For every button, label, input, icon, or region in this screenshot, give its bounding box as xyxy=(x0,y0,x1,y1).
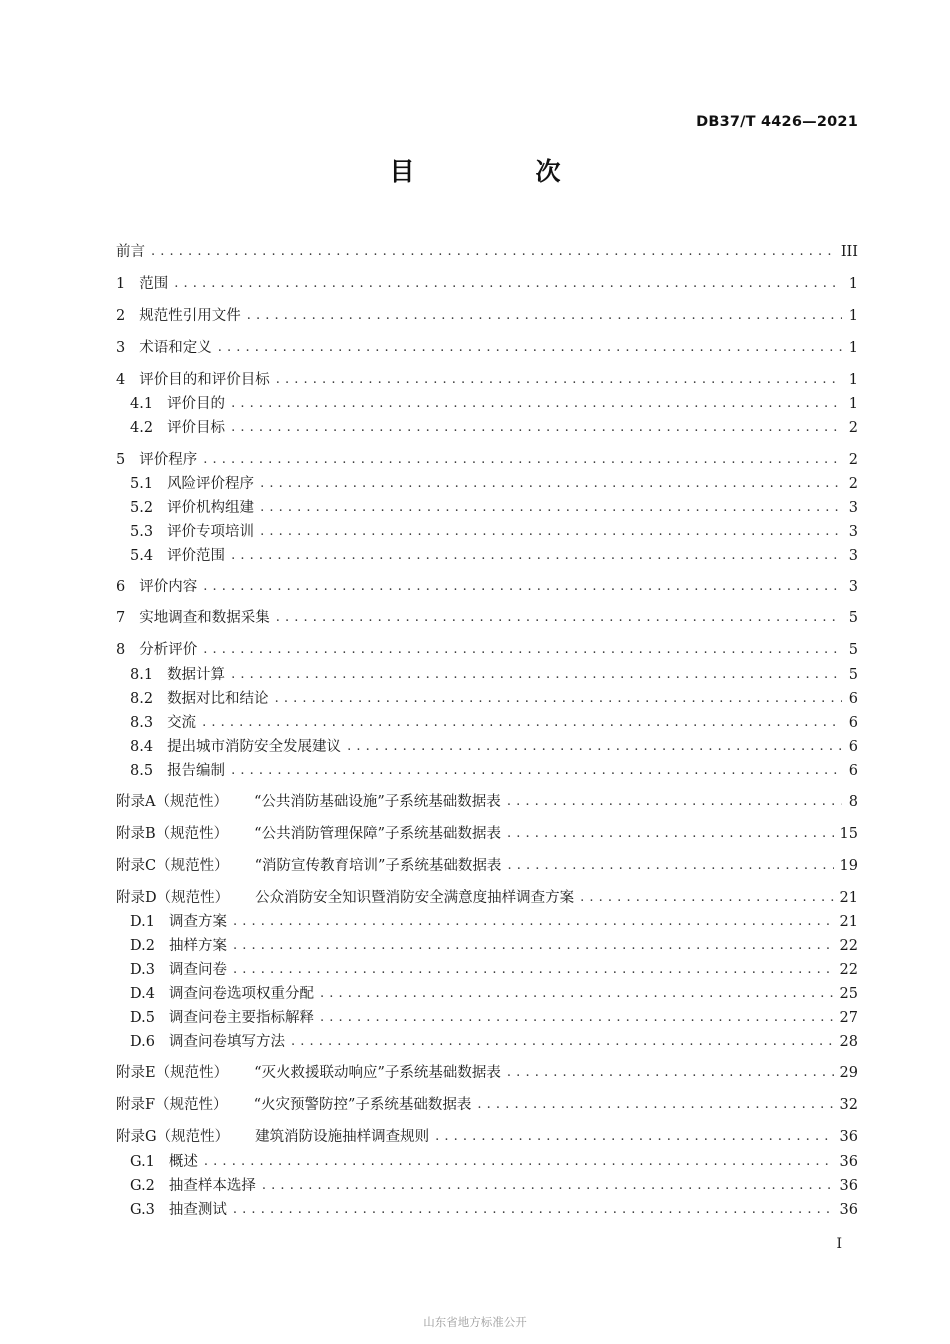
toc-entry-page: 19 xyxy=(839,858,858,874)
toc-leader-dots xyxy=(291,1031,834,1053)
toc-entry-text: 数据对比和结论 xyxy=(167,691,269,707)
toc-leader-dots xyxy=(507,823,834,845)
toc-leader-dots xyxy=(233,959,834,981)
toc-entry-number: 6 xyxy=(116,579,126,595)
toc-entry[interactable] xyxy=(116,1062,858,1084)
toc-entry[interactable] xyxy=(116,823,858,845)
toc-entry-number: 附录E（规范性） xyxy=(116,1065,229,1081)
toc-entry[interactable] xyxy=(116,1094,858,1116)
toc-leader-dots xyxy=(262,1175,834,1197)
toc-leader-dots xyxy=(320,983,834,1005)
toc-entry-text: 调查问卷填写方法 xyxy=(168,1034,285,1050)
toc-entry-number: 8.3 xyxy=(130,715,154,731)
toc-entry-text: 数据计算 xyxy=(167,667,226,683)
toc-entry[interactable] xyxy=(116,521,858,543)
toc-entry-label xyxy=(116,393,225,415)
toc-leader-dots xyxy=(435,1126,833,1148)
toc-entry-text: 调查方案 xyxy=(168,914,227,930)
toc-entry-label xyxy=(116,664,225,686)
toc-leader-dots xyxy=(203,449,842,471)
toc-entry-number: 附录C（规范性） xyxy=(116,858,229,874)
toc-entry-page: 1 xyxy=(848,308,858,324)
toc-entry-page: III xyxy=(840,244,858,260)
toc-leader-dots xyxy=(580,887,833,909)
toc-entry[interactable] xyxy=(116,417,858,439)
toc-leader-dots xyxy=(320,1007,834,1029)
toc-entry-label xyxy=(116,1151,198,1173)
toc-entry[interactable] xyxy=(116,1031,858,1053)
toc-entry-label xyxy=(116,791,501,813)
toc-entry[interactable] xyxy=(116,305,858,327)
toc-leader-dots xyxy=(231,393,842,415)
toc-entry-label xyxy=(116,712,196,734)
toc-entry-text: 调查问卷选项权重分配 xyxy=(168,986,314,1002)
footer-watermark: 山东省地方标准公开 xyxy=(423,1315,527,1329)
toc-entry-text: 交流 xyxy=(167,715,197,731)
toc-entry-label xyxy=(116,1094,471,1116)
toc-entry-label xyxy=(116,1175,256,1197)
toc-entry-page: 5 xyxy=(848,642,858,658)
toc-entry[interactable] xyxy=(116,1151,858,1173)
toc-entry-number: 5.1 xyxy=(130,476,154,492)
toc-entry-text: 评价机构组建 xyxy=(167,500,255,516)
toc-leader-dots xyxy=(276,607,842,629)
toc-leader-dots xyxy=(275,688,842,710)
toc-entry-number: 4 xyxy=(116,372,126,388)
toc-entry[interactable] xyxy=(116,855,858,877)
toc-entry-number: D.1 xyxy=(130,914,155,930)
toc-entry-number: 8.5 xyxy=(130,763,154,779)
toc-entry-label xyxy=(116,521,254,543)
toc-entry-page: 15 xyxy=(839,826,858,842)
toc-entry[interactable] xyxy=(116,887,858,909)
toc-entry-label xyxy=(116,1007,314,1029)
toc-entry-page: 1 xyxy=(848,276,858,292)
toc-leader-dots xyxy=(233,935,834,957)
toc-entry-label xyxy=(116,887,574,909)
toc-entry-text: 抽样方案 xyxy=(168,938,227,954)
toc-entry-label xyxy=(116,473,254,495)
toc-entry-number: 附录D（规范性） xyxy=(116,890,230,906)
toc-entry-text: 概述 xyxy=(168,1154,198,1170)
toc-entry-label xyxy=(116,369,270,391)
toc-entry[interactable] xyxy=(116,607,858,629)
toc-entry[interactable] xyxy=(116,736,858,758)
toc-entry-number: G.2 xyxy=(130,1178,155,1194)
toc-entry-label xyxy=(116,639,197,661)
toc-entry-page: 6 xyxy=(848,763,858,779)
toc-entry-text: 建筑消防设施抽样调查规则 xyxy=(255,1129,430,1145)
toc-entry-number: 5 xyxy=(116,452,126,468)
toc-entry-number: 5.2 xyxy=(130,500,154,516)
toc-entry[interactable] xyxy=(116,712,858,734)
toc-entry-text: 评价内容 xyxy=(139,579,198,595)
toc-entry-number: G.3 xyxy=(130,1202,155,1218)
toc-entry-label xyxy=(116,823,501,845)
toc-title: 目 次 xyxy=(389,157,609,186)
toc-leader-dots xyxy=(260,521,842,543)
toc-entry-number: 7 xyxy=(116,610,126,626)
toc-entry-page: 28 xyxy=(839,1034,858,1050)
toc-entry-label xyxy=(116,935,227,957)
toc-entry-label xyxy=(116,241,145,263)
toc-entry-page: 1 xyxy=(848,396,858,412)
toc-entry[interactable] xyxy=(116,688,858,710)
toc-entry-page: 5 xyxy=(848,610,858,626)
toc-entry-number: 4.1 xyxy=(130,396,154,412)
toc-leader-dots xyxy=(203,576,842,598)
toc-entry-text: 提出城市消防安全发展建议 xyxy=(167,739,342,755)
toc-entry-page: 22 xyxy=(839,938,858,954)
toc-entry-page: 25 xyxy=(839,986,858,1002)
toc-entry-text: 前言 xyxy=(116,244,145,260)
toc-leader-dots xyxy=(231,664,842,686)
toc-entry-label xyxy=(116,1062,501,1084)
toc-entry-text: “灭火救援联动响应”子系统基础数据表 xyxy=(254,1065,501,1081)
toc-leader-dots xyxy=(231,760,842,782)
toc-entry-text: 评价目标 xyxy=(167,420,226,436)
toc-entry-page: 21 xyxy=(839,890,858,906)
toc-entry-number: 附录G（规范性） xyxy=(116,1129,230,1145)
toc-entry[interactable] xyxy=(116,791,858,813)
toc-entry-label xyxy=(116,497,254,519)
toc-entry-text: 评价程序 xyxy=(139,452,198,468)
toc-entry-label xyxy=(116,983,314,1005)
toc-entry-text: 分析评价 xyxy=(139,642,198,658)
toc-entry-number: 4.2 xyxy=(130,420,154,436)
toc-leader-dots xyxy=(231,545,842,567)
toc-leader-dots xyxy=(151,241,835,263)
toc-entry[interactable] xyxy=(116,1126,858,1148)
toc-entry-number: 2 xyxy=(116,308,126,324)
toc-entry-number: D.3 xyxy=(130,962,155,978)
toc-entry[interactable] xyxy=(116,337,858,359)
toc-entry-label xyxy=(116,449,197,471)
toc-entry-number: 附录F（规范性） xyxy=(116,1097,228,1113)
toc-entry-number: 5.4 xyxy=(130,548,154,564)
toc-entry-number: 8 xyxy=(116,642,126,658)
toc-entry[interactable] xyxy=(116,935,858,957)
toc-entry-page: 1 xyxy=(848,372,858,388)
toc-leader-dots xyxy=(260,473,842,495)
toc-entry-page: 32 xyxy=(839,1097,858,1113)
toc-leader-dots xyxy=(260,497,842,519)
toc-leader-dots xyxy=(347,736,842,758)
toc-entry-page: 36 xyxy=(839,1178,858,1194)
toc-entry-text: 术语和定义 xyxy=(139,340,212,356)
toc-entry[interactable] xyxy=(116,545,858,567)
toc-entry-number: 8.2 xyxy=(130,691,154,707)
toc-leader-dots xyxy=(174,273,842,295)
toc-entry-page: 6 xyxy=(848,739,858,755)
toc-leader-dots xyxy=(202,712,842,734)
toc-entry-text: 评价范围 xyxy=(167,548,226,564)
toc-entry[interactable] xyxy=(116,664,858,686)
toc-entry-page: 6 xyxy=(848,691,858,707)
toc-entry-text: 评价目的 xyxy=(167,396,226,412)
toc-leader-dots xyxy=(247,305,842,327)
toc-entry[interactable] xyxy=(116,760,858,782)
toc-entry[interactable] xyxy=(116,369,858,391)
toc-entry-label xyxy=(116,305,241,327)
toc-entry-text: 报告编制 xyxy=(167,763,226,779)
toc-entry[interactable] xyxy=(116,639,858,661)
toc-entry-label xyxy=(116,736,341,758)
toc-entry-page: 36 xyxy=(839,1202,858,1218)
toc-entry[interactable] xyxy=(116,959,858,981)
toc-entry-page: 21 xyxy=(839,914,858,930)
toc-entry-text: 风险评价程序 xyxy=(167,476,255,492)
toc-leader-dots xyxy=(233,911,834,933)
toc-entry-text: “公共消防基础设施”子系统基础数据表 xyxy=(253,794,501,810)
toc-entry-page: 3 xyxy=(848,579,858,595)
toc-entry-number: D.4 xyxy=(130,986,155,1002)
toc-entry-label xyxy=(116,337,212,359)
toc-leader-dots xyxy=(204,1151,834,1173)
toc-entry-label xyxy=(116,1031,285,1053)
page-number: I xyxy=(836,1236,842,1252)
toc-entry-text: 评价目的和评价目标 xyxy=(139,372,270,388)
toc-entry-page: 3 xyxy=(848,524,858,540)
toc-entry-page: 2 xyxy=(848,476,858,492)
toc-entry-number: D.2 xyxy=(130,938,155,954)
toc-entry-number: 8.1 xyxy=(130,667,154,683)
toc-entry[interactable] xyxy=(116,1175,858,1197)
toc-entry-number: 5.3 xyxy=(130,524,154,540)
toc-entry-number: 8.4 xyxy=(130,739,154,755)
toc-entry[interactable] xyxy=(116,576,858,598)
toc-entry-number: 3 xyxy=(116,340,126,356)
toc-entry-page: 36 xyxy=(839,1129,858,1145)
toc-entry-label xyxy=(116,576,197,598)
toc-leader-dots xyxy=(477,1094,833,1116)
toc-entry-page: 2 xyxy=(848,420,858,436)
toc-entry-page: 3 xyxy=(848,548,858,564)
toc-entry-text: 实地调查和数据采集 xyxy=(139,610,270,626)
toc-entry-label xyxy=(116,688,269,710)
toc-leader-dots xyxy=(233,1199,834,1221)
toc-entry[interactable] xyxy=(116,393,858,415)
toc-entry-page: 5 xyxy=(848,667,858,683)
toc-entry-text: “火灾预警防控”子系统基础数据表 xyxy=(253,1097,472,1113)
toc-entry[interactable] xyxy=(116,473,858,495)
toc-entry-label xyxy=(116,855,501,877)
toc-entry-text: 调查问卷 xyxy=(168,962,227,978)
toc-leader-dots xyxy=(507,855,833,877)
toc-entry-text: 评价专项培训 xyxy=(167,524,255,540)
toc-entry[interactable] xyxy=(116,1199,858,1221)
toc-entry-number: 1 xyxy=(116,276,126,292)
toc-leader-dots xyxy=(203,639,842,661)
toc-entry-page: 36 xyxy=(839,1154,858,1170)
toc-entry[interactable] xyxy=(116,911,858,933)
toc-entry-number: 附录A（规范性） xyxy=(116,794,228,810)
toc-entry[interactable] xyxy=(116,241,858,263)
toc-leader-dots xyxy=(507,791,842,813)
toc-entry-text: “公共消防管理保障”子系统基础数据表 xyxy=(254,826,501,842)
toc-entry-number: D.5 xyxy=(130,1010,155,1026)
toc-entry-label xyxy=(116,417,225,439)
toc-entry-text: 抽查测试 xyxy=(168,1202,227,1218)
toc-entry-number: G.1 xyxy=(130,1154,155,1170)
toc-entry-label xyxy=(116,545,225,567)
toc-entry[interactable] xyxy=(116,497,858,519)
toc-entry-text: 公众消防安全知识暨消防安全满意度抽样调查方案 xyxy=(255,890,575,906)
toc-entry[interactable] xyxy=(116,273,858,295)
toc-entry-label xyxy=(116,1199,227,1221)
toc-entry-page: 6 xyxy=(848,715,858,731)
toc-entry-page: 22 xyxy=(839,962,858,978)
toc-leader-dots xyxy=(218,337,842,359)
toc-entry-text: “消防宣传教育培训”子系统基础数据表 xyxy=(254,858,502,874)
toc-entry-page: 2 xyxy=(848,452,858,468)
toc-leader-dots xyxy=(276,369,842,391)
toc-entry-page: 3 xyxy=(848,500,858,516)
toc-entry-text: 范围 xyxy=(139,276,169,292)
toc-entry-number: 附录B（规范性） xyxy=(116,826,229,842)
toc-entry[interactable] xyxy=(116,449,858,471)
toc-entry-number: D.6 xyxy=(130,1034,155,1050)
toc-entry-label xyxy=(116,273,168,295)
toc-entry[interactable] xyxy=(116,1007,858,1029)
toc-entry-page: 1 xyxy=(848,340,858,356)
toc-entry-label xyxy=(116,607,270,629)
toc-entry-page: 27 xyxy=(839,1010,858,1026)
toc-entry-text: 规范性引用文件 xyxy=(139,308,241,324)
toc-entry-label xyxy=(116,959,227,981)
toc-entry-text: 抽查样本选择 xyxy=(168,1178,256,1194)
toc-entry-page: 29 xyxy=(839,1065,858,1081)
toc-entry-label xyxy=(116,911,227,933)
toc-leader-dots xyxy=(507,1062,834,1084)
doc-code: DB37/T 4426—2021 xyxy=(696,114,858,130)
toc-leader-dots xyxy=(231,417,842,439)
toc-entry[interactable] xyxy=(116,983,858,1005)
toc-entry-text: 调查问卷主要指标解释 xyxy=(168,1010,314,1026)
toc-entry-label xyxy=(116,760,225,782)
toc-entry-label xyxy=(116,1126,429,1148)
toc-entry-page: 8 xyxy=(848,794,858,810)
